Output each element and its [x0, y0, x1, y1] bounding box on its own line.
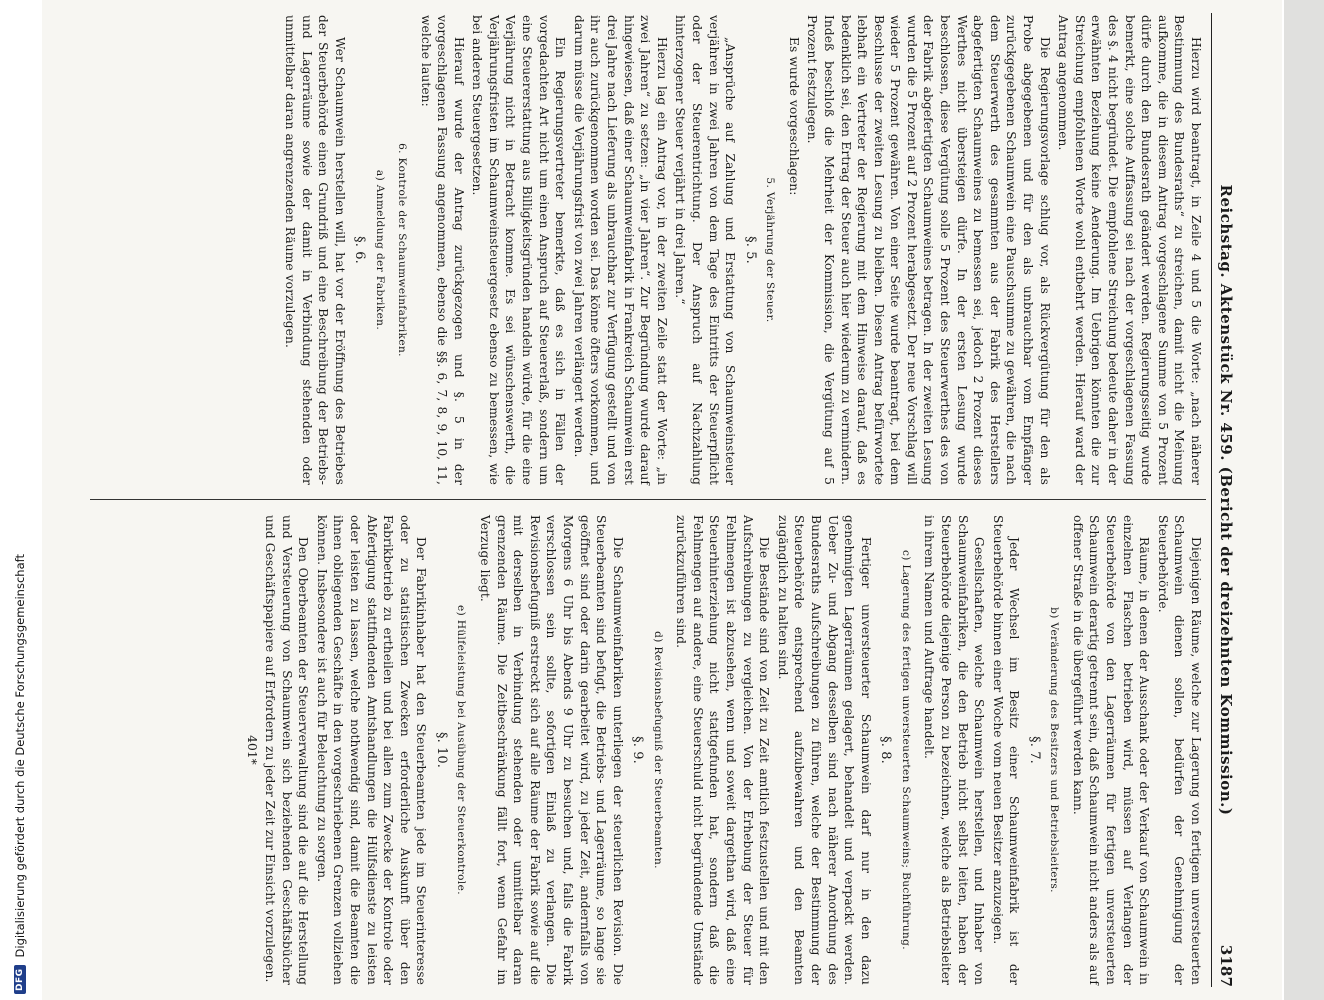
quoted-paragraph: Jeder Wechsel im Besitz einer Schaumweinfabrik ist der Steuerbehörde binnen einer Woche vom neuen Besitzer anzuzeigen. — [990, 515, 1022, 985]
quoted-paragraph: Fertiger unversteuerter Schaumwein darf nur in den dazu genehmigten Lagerräumen gelagert, behandelt und verpackt werden. Ueber Zu- und Abgang desselben sind nach näherer Anordnung des Bundesraths Aufschreibungen zu führen, welche der Bestimmung der Steuerbehörde entsprechend aufzubewahren und den Beamten zugänglich zu halten sind. — [775, 515, 873, 985]
page-number: 3187 — [1217, 944, 1235, 987]
paragraph-number: §. 5. — [742, 236, 758, 264]
section-heading: 6. Kontrole der Schaumweinfabriken. — [395, 143, 408, 357]
column-divider — [90, 499, 1206, 500]
page-title: Reichstag. Aktenstück Nr. 459. (Bericht der dreizehnten Kommission.) — [1217, 184, 1235, 816]
paragraph: Es wurde vorgeschlagen: — [786, 37, 801, 196]
quoted-paragraph: Gesellschaften, welche Schaumwein herstellen, und Inhaber von Schaumweinfabriken, die den Betrieb nicht selbst leiten, haben der Steuerbehörde diejenige Person zu bezeichnen, welche als Betriebsleiter in ihrem Namen und Auftrage handelt. — [922, 515, 987, 985]
paragraph-number: §. 6. — [352, 236, 368, 264]
credit-text: Digitalisierung gefördert durch die Deutsche Forschungsgemeinschaft — [13, 554, 27, 958]
paragraph: Hierzu lag ein Antrag vor, in der zweiten Zeile statt der Worte: „in zwei Jahren“ zu setzen: „in vier Jahren“. Zur Begründung wurde darauf hingewiesen, daß einer Schaumweinfabrik in Frankreich Schaumwein erst drei Jahre nach Lieferung als unbrauchbar zur Verfügung gestellt und von ihr auch zurückgenommen worden sei. Das könne öfters vorkommen, und darum müsse die Verjährungsfrist von zwei Jahren verlängert werden. — [571, 15, 669, 485]
right-column — [90, 515, 1204, 985]
paragraph-number: §. 9. — [630, 736, 646, 764]
quoted-paragraph: Der Fabrikinhaber hat den Steuerbeamten jede im Steuerinteresse oder zu statistischen Zwecken erforderliche Auskunft über den Fabrikbetrieb zu ertheilen und bei allen zum Zwecke der Kontrole oder Abfertigung stattfindenden Amtshandlungen die Hülfsdienste zu leisten oder leisten zu lassen, welche nothwendig sind, damit die Beamten die ihnen obliegenden Geschäfte in den vorgeschriebenen Grenzen vollziehen können. Insbesondere ist auch für Beleuchtung zu sorgen. — [314, 515, 429, 985]
quoted-paragraph: Räume, in denen der Ausschank oder der Verkauf von Schaumwein in einzelnen Flaschen betrieben wird, müssen auf Verlangen der Steuerbehörde von den Lagerräumen für fertigen unversteuerten Schaumwein derartig getrennt sein, daß Schaumwein nicht anders als auf offener Straße in die übergeführt werden kann. — [1070, 515, 1152, 985]
quoted-paragraph: Diejenigen Räume, welche zur Lagerung von fertigem unversteuerten Schaumwein dienen sollen, bedürfen der Genehmigung der Steuerbehörde. — [1155, 515, 1203, 985]
paragraph: Hierauf wurde der Antrag zurückgezogen und §. 5 in der vorgeschlagenen Fassung angenommen, ebenso die §§. 6, 7, 8, 9, 10, 11, welche lauten: — [418, 15, 466, 485]
header-rule — [1211, 13, 1212, 987]
scanned-page — [42, 0, 1282, 1000]
dfg-logo: DFG — [14, 965, 26, 994]
document-page — [82, 5, 1242, 995]
quoted-paragraph: Die Schaumweinfabriken unterliegen der steuerlichen Revision. Die Steuerbeamten sind befugt, die Betriebs- und Lagerräume, so lange sie geöffnet sind oder darin gearbeitet wird, zu jeder Zeit, andernfalls von Morgens 6 Uhr bis Abends 9 Uhr zu besuchen und, falls die Fabrik verschlossen sein sollte, sofortigen Einlaß zu verlangen. Die Revisionsbefugniß erstreckt sich auf alle Räume der Fabrik sowie auf die mit derselben in Verbindung stehenden oder unmittelbar daran grenzenden Räume. Die Zeitbeschränkung fällt fort, wenn Gefahr im Verzuge liegt. — [478, 515, 625, 985]
subsection-heading: c) Lagerung des fertigen unversteuerten Schaumweins; Buchführung. — [899, 549, 912, 951]
paragraph-number: §. 10. — [434, 731, 450, 769]
quoted-paragraph: Die Bestände sind von Zeit zu Zeit amtlich festzustellen und mit den Aufschreibungen zu vergleichen. Von der Erhebung der Steuer für Fehlmengen ist abzusehen, wenn und soweit dargethan wird, daß eine Steuerhinterziehung nicht stattgefunden hat, sondern daß die Fehlmengen auf andere, eine Steuerschuld nicht begründende Umstände zurückzuführen sind. — [674, 515, 772, 985]
sheet-signature: 401* — [244, 735, 259, 765]
subsection-heading: a) Anmeldung der Fabriken. — [373, 169, 386, 331]
paragraph-number: §. 8. — [878, 736, 894, 764]
paragraph: Die Regierungsvorlage schlug vor, als Rückvergütung für den als Probe abgegebenen und für den als unbrauchbar vom Empfänger zurückgegebenen Schaumwein eine Pauschsumme zu gewähren, die nach dem Steuerwerth des gesammten aus der Fabrik des Herstellers abgefertigten Schaumweines zu bemessen sei, jedoch 2 Prozent dieses Werthes nicht übersteigen dürfe. In der ersten Lesung wurde beschlossen, diese Vergütung solle 5 Prozent des Steuerwerthes des von der Fabrik abgefertigten Schaumweines betragen. In der zweiten Lesung wurden die 5 Prozent auf 2 Prozent herabgesetzt. Der neue Vorschlag will wieder 5 Prozent gewähren. Von einer Seite wurde beantragt, bei dem Beschlusse der zweiten Lesung zu bleiben. Diesen Antrag befürwortete lebhaft ein Vertreter der Regierung mit dem Hinweise darauf, daß es bedenklich sei, den Ertrag der Steuer auch hier wiederum zu vermindern. Indeß beschloß die Mehrheit der Kommission, die Vergütung auf 5 Prozent festzulegen. — [805, 15, 1052, 485]
paragraph: Ein Regierungsvertreter bemerkte, daß es sich in Fällen der vorgedachten Art nicht um einen Anspruch auf Steuererlaß, sondern um eine Steuererstattung aus Billigkeitsgründen handeln würde, für die eine Verjährung nicht in Betracht komme. Es sei wünschenswerth, die Verjährungsfristen im Schaumweinsteuergesetz ebenso zu bemessen, wie bei anderen Steuergesetzen. — [470, 15, 568, 485]
digitization-credit-bar — [0, 0, 42, 1000]
quoted-paragraph: Den Oberbeamten der Steuerverwaltung sind die auf die Herstellung und Versteuerung von Schaumwein sich beziehenden Geschäftsbücher und Geschäftspapiere auf Erfordern zu jeder Zeit zur Einsicht vorzulegen. — [263, 515, 311, 985]
subsection-heading: e) Hülfeleistung bei Ausübung der Steuerkontrole. — [455, 604, 468, 895]
paragraph-number: §. 7. — [1026, 736, 1042, 764]
scan-edge-strip — [1284, 0, 1324, 1000]
subsection-heading: d) Revisionsbefugniß der Steuerbeamten. — [651, 631, 664, 869]
section-heading: 5. Verjährung der Steuer. — [764, 177, 777, 323]
quoted-paragraph: Wer Schaumwein herstellen will, hat vor der Eröffnung des Betriebes der Steuerbehörde einen Grundriß und eine Beschreibung der Betriebs- und Lagerräume sowie der damit in Verbindung stehenden oder unmittelbar daran angrenzenden Räume vorzulegen. — [282, 15, 347, 485]
quoted-paragraph: „Ansprüche auf Zahlung und Erstattung von Schaumweinsteuer verjähren in zwei Jahren von dem Tage des Eintritts der Steuerpflicht oder der Steuerentrichtung. Der Anspruch auf Nachzahlung hinterzogener Steuer verjährt in drei Jahren.“ — [673, 15, 738, 485]
paragraph: Hierzu wird beantragt, in Zeile 4 und 5 die Worte: „nach näherer Bestimmung des Bundesraths“ zu streichen, damit nicht die Meinung aufkomme, die in diesem Antrag vorgeschlagene Summe von 5 Prozent dürfe durch den Bundesrath geändert werden. Regierungsseitig wurde bemerkt, eine solche Auffassung sei nach der vorgeschlagenen Fassung des §. 4 nicht begründet. Die empfohlene Streichung bedeute daher in der erwähnten Beziehung keine Aenderung. Im Uebrigen könnten die zur Streichung empfohlenen Worte wohl entbehrt werden. Hierauf ward der Antrag angenommen. — [1056, 15, 1203, 485]
left-column — [90, 15, 1204, 485]
page-header — [1214, 13, 1236, 987]
subsection-heading: b) Veränderung des Besitzers und Betriebsleiters. — [1048, 607, 1061, 893]
